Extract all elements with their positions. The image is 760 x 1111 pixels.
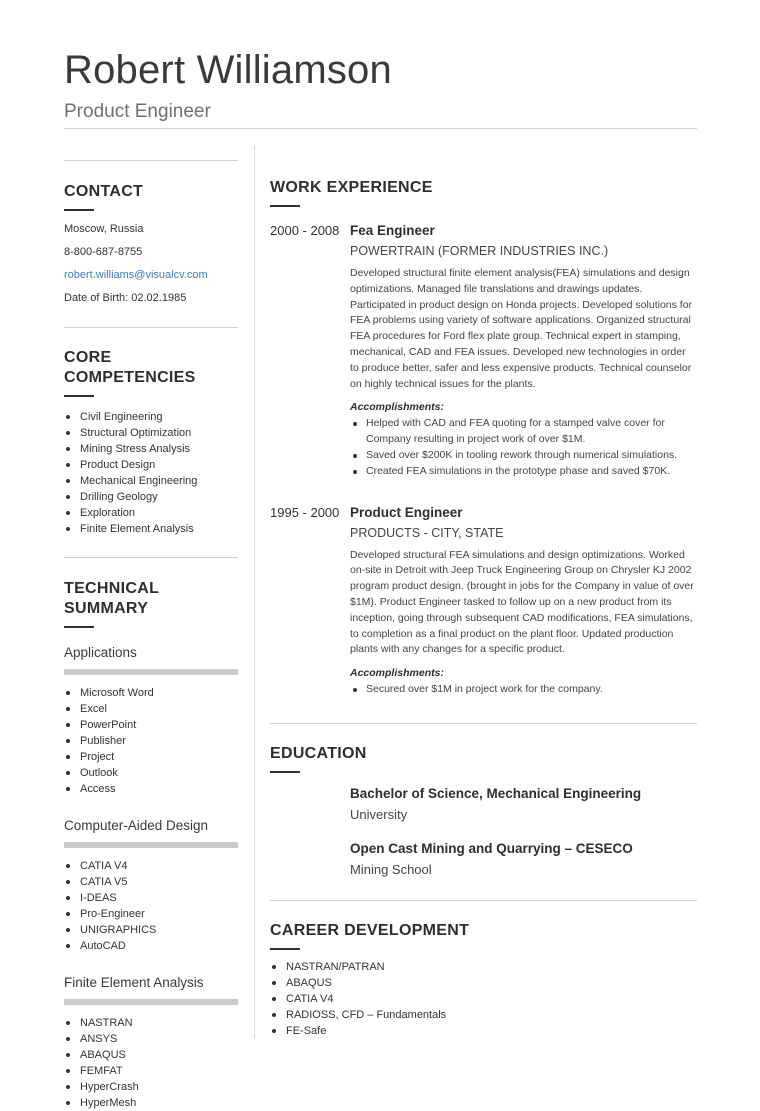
list-item: Structural Optimization — [64, 425, 238, 441]
list-item: ANSYS — [64, 1031, 238, 1047]
accomplishments-list — [350, 682, 697, 698]
candidate-name: Robert Williamson — [64, 48, 392, 92]
skill-list — [64, 858, 238, 954]
job-company: POWERTRAIN (FORMER INDUSTRIES INC.) — [350, 244, 609, 258]
core-competencies-section — [64, 348, 238, 537]
contact-section — [64, 182, 238, 310]
job-description: Developed structural FEA simulations and design optimizations. Worked on-site in Detroit with Jeep Truck Engineering Group on Chrysler KJ 2002 program product design. (brought in jobs for the Company in value of over $1M). Product Engineer tasked to follow up on a new product from its inception, going through subsequent CAD modifications, FEA simulations, to completion as a final product on the plant floor. Updated production plants with any changes for a specific product. — [350, 548, 694, 656]
list-item: Microsoft Word — [64, 685, 238, 701]
list-item: Drilling Geology — [64, 489, 238, 505]
list-item: ABAQUS — [270, 975, 697, 991]
job-title: Product Engineer — [350, 504, 463, 520]
section-divider — [270, 900, 697, 901]
list-item: Project — [64, 749, 238, 765]
job-title: Fea Engineer — [350, 223, 435, 238]
skill-group-title: Finite Element Analysis — [64, 975, 204, 990]
list-item: Access — [64, 781, 238, 797]
career-development-section — [270, 921, 697, 1039]
core-competencies-list — [64, 409, 238, 537]
list-item: CATIA V4 — [270, 991, 697, 1007]
sidebar — [64, 160, 238, 1111]
list-item: I-DEAS — [64, 890, 238, 906]
list-item: FEMFAT — [64, 1063, 238, 1079]
education-entry — [350, 840, 697, 878]
list-item: NASTRAN — [64, 1015, 238, 1031]
job-entry — [270, 504, 697, 698]
section-divider — [270, 723, 697, 724]
list-item: Saved over $200K in tooling rework through numerical simulations. — [350, 448, 697, 464]
resume-header — [64, 44, 697, 124]
skill-group-fea — [64, 974, 238, 1111]
education-degree: Bachelor of Science, Mechanical Engineering — [350, 785, 642, 801]
skill-list — [64, 1015, 238, 1111]
list-item: Publisher — [64, 733, 238, 749]
list-item: Secured over $1M in project work for the company. — [350, 682, 697, 698]
list-item: Exploration — [64, 505, 238, 521]
technical-summary-section — [64, 579, 238, 1111]
candidate-title: Product Engineer — [64, 101, 211, 122]
list-item: HyperCrash — [64, 1079, 238, 1095]
skill-group-title: Computer-Aided Design — [64, 818, 209, 833]
education-entry — [350, 785, 697, 823]
skill-group-title: Applications — [64, 645, 137, 660]
heading-underline — [270, 771, 300, 773]
contact-location: Moscow, Russia — [64, 223, 144, 235]
contact-dob: Date of Birth: 02.02.1985 — [64, 292, 187, 304]
work-experience-heading: WORK EXPERIENCE — [270, 179, 433, 196]
contact-phone: 8-800-687-8755 — [64, 246, 143, 258]
job-dates: 1995 - 2000 — [270, 504, 340, 520]
main-content — [270, 178, 697, 1039]
accomplishments-label: Accomplishments: — [350, 401, 444, 414]
column-divider — [254, 146, 255, 1038]
heading-underline — [270, 205, 300, 207]
job-dates: 2000 - 2008 — [270, 223, 340, 238]
skill-list — [64, 685, 238, 797]
section-divider — [64, 557, 238, 558]
skill-bar — [64, 842, 238, 848]
list-item: NASTRAN/PATRAN — [270, 959, 697, 975]
list-item: Created FEA simulations in the prototype phase and saved $70K. — [350, 464, 697, 480]
list-item: HyperMesh — [64, 1095, 238, 1111]
work-experience-section — [270, 178, 697, 698]
list-item: Outlook — [64, 765, 238, 781]
list-item: Product Design — [64, 457, 238, 473]
list-item: RADIOSS, CFD – Fundamentals — [270, 1007, 697, 1023]
skill-bar — [64, 669, 238, 675]
heading-underline — [64, 209, 94, 211]
section-divider — [64, 160, 238, 161]
list-item: CATIA V4 — [64, 858, 238, 874]
contact-heading: CONTACT — [64, 183, 144, 200]
header-divider — [64, 128, 697, 129]
list-item: AutoCAD — [64, 938, 238, 954]
list-item: Mechanical Engineering — [64, 473, 238, 489]
heading-underline — [270, 948, 300, 950]
education-degree: Open Cast Mining and Quarrying – CESECO — [350, 840, 633, 856]
section-divider — [64, 327, 238, 328]
list-item: FE-Safe — [270, 1023, 697, 1039]
list-item: Mining Stress Analysis — [64, 441, 238, 457]
list-item: ABAQUS — [64, 1047, 238, 1063]
education-school: University — [350, 806, 408, 822]
skill-group-applications — [64, 644, 238, 797]
accomplishments-label: Accomplishments: — [350, 667, 444, 680]
list-item: Pro-Engineer — [64, 906, 238, 922]
career-development-list — [270, 959, 697, 1039]
heading-underline — [64, 626, 94, 628]
list-item: Civil Engineering — [64, 409, 238, 425]
skill-group-cad — [64, 817, 238, 954]
list-item: PowerPoint — [64, 717, 238, 733]
list-item: Excel — [64, 701, 238, 717]
contact-email-link[interactable]: robert.williams@visualcv.com — [64, 269, 208, 281]
list-item: Finite Element Analysis — [64, 521, 238, 537]
core-competencies-heading: CORE COMPETENCIES — [64, 349, 196, 386]
job-company: PRODUCTS - CITY, STATE — [350, 525, 504, 540]
list-item: Helped with CAD and FEA quoting for a stamped valve cover for Company resulting in project work of over $1M. — [350, 416, 697, 448]
heading-underline — [64, 395, 94, 397]
list-item: UNIGRAPHICS — [64, 922, 238, 938]
list-item: CATIA V5 — [64, 874, 238, 890]
education-heading: EDUCATION — [270, 744, 367, 762]
education-school: Mining School — [350, 861, 432, 877]
job-entry — [270, 222, 697, 480]
technical-summary-heading: TECHNICAL SUMMARY — [64, 580, 159, 617]
education-section — [270, 744, 697, 878]
career-development-heading: CAREER DEVELOPMENT — [270, 921, 470, 939]
accomplishments-list — [350, 416, 697, 479]
skill-bar — [64, 999, 238, 1005]
job-description: Developed structural finite element analysis(FEA) simulations and design optimizations. Managed file translations and drawings updates. Participated in product design on Honda projects. Developed solutions for FEA problems using variety of software applications. Organized structural FEA procedures for Ford flex plate group. Technical expert in stamping, mechanical, CAD and FEA issues. Developed new technologies in order to produce better, safer and less expensive products. Technical counselor on highly technical issues for the plants. — [350, 267, 693, 390]
